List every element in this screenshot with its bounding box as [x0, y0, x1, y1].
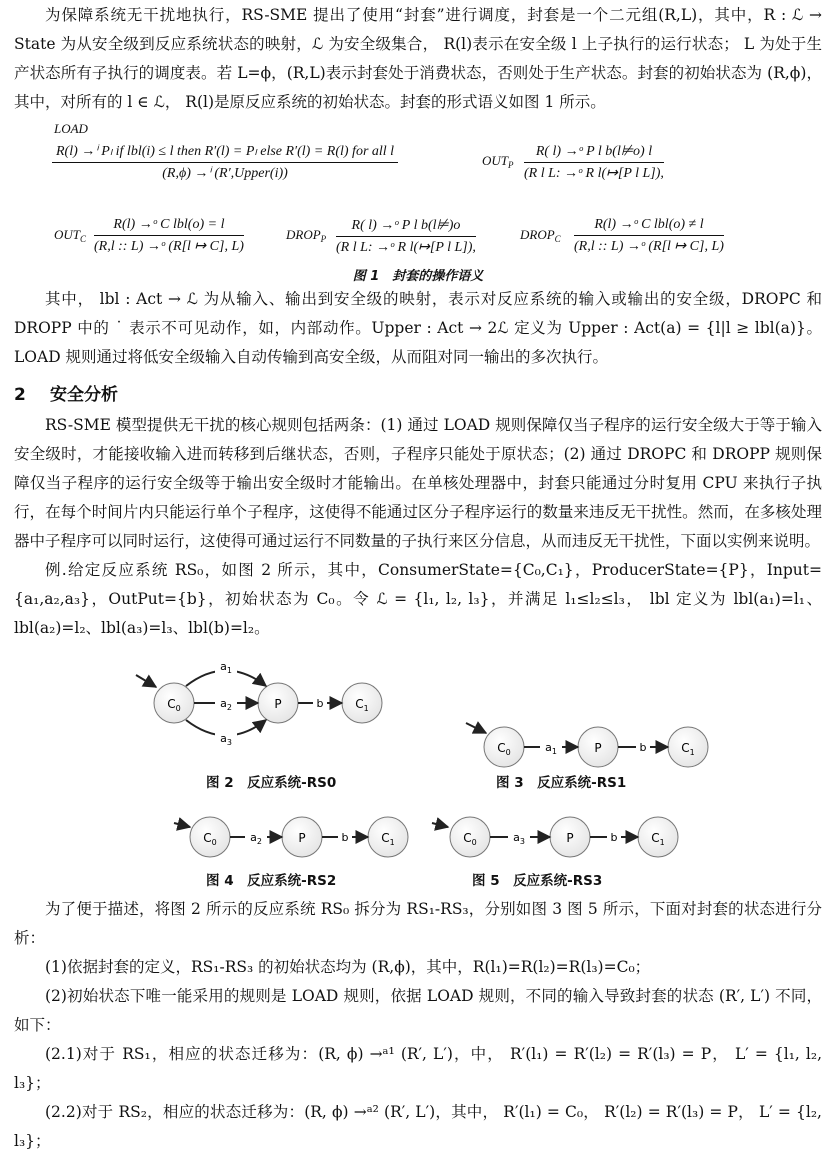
rule-outp-premise: R( l) →ᵒ P l b(l⊭o) l	[524, 143, 664, 163]
figure2-caption: 图 2 反应系统-RS0	[206, 775, 337, 791]
fig5-label-p: P	[566, 831, 574, 845]
fig5-start-arrow	[432, 823, 448, 827]
figure1-rules	[14, 117, 822, 285]
fig5-edge-label-a3: $a_3$	[513, 831, 525, 846]
figure5-diagram	[432, 817, 678, 857]
figure3-caption: 图 3 反应系统-RS1	[496, 775, 627, 791]
fig4-label-c1: $C_1$	[381, 831, 395, 847]
fig2-edge-label-a2: $a_2$	[220, 697, 232, 712]
fig4-edge-label-a2: $a_2$	[250, 831, 262, 846]
fig3-edge-label-a1: $a_1$	[545, 741, 557, 756]
fig3-start-arrow	[466, 723, 486, 733]
rule-load-name: LOAD	[54, 121, 88, 136]
rule-dropp	[336, 217, 476, 256]
rule-dropc-conclusion: (R,l :: L) →ᵒ (R[l ↦ C], L)	[574, 239, 724, 254]
fig2-label-c0: $C_0$	[167, 697, 181, 713]
section-number: 2	[14, 385, 26, 405]
rule-outp-conclusion: (R l L: →ᵒ R l(↦[P l L]),	[524, 166, 664, 181]
figure1-caption: 图 1 封套的操作语义	[352, 269, 484, 284]
fig2-edge-label-a3: $a_3$	[220, 732, 232, 747]
section-heading	[14, 380, 822, 405]
paper-page	[14, 0, 822, 1156]
fig3-label-c1: $C_1$	[681, 741, 695, 757]
fig2-start-arrow	[136, 675, 156, 687]
rule-dropc-name: $DROP_C$	[520, 227, 561, 244]
figure2-diagram	[136, 659, 382, 747]
analysis-intro: 为了便于描述，将图 2 所示的反应系统 RS₀ 拆分为 RS₁-RS₃，分别如图 3 图 5 所示，下面对封套的状态进行分析：	[14, 900, 822, 947]
section-title: 安全分析	[50, 385, 118, 405]
rule-load-premise: R(l) →ⁱ Pₗ if lbl(i) ≤ l then R′(l) = Pₗ else R′(l) = R(l) for all l	[52, 143, 398, 163]
fig4-label-c0: $C_0$	[203, 831, 217, 847]
analysis-item-1: (1)依据封套的定义，RS₁-RS₃ 的初始状态均为 (R,ϕ)，其中，R(l₁)=R(l₂)=R(l₃)=C₀；	[45, 958, 651, 976]
fig2-edge-label-a1: $a_1$	[220, 660, 232, 675]
example-paragraph: 例.给定反应系统 RS₀，如图 2 所示，其中，ConsumerState={C₀,C₁}，ProducerState={P}，Input={a₁,a₂,a₃}，OutPut={b}，初始状态为 C₀。令 ℒ = {l₁, l₂, l₃}，并满足 l₁≤l₂≤l₃， lbl 定义为 lbl(a₁)=l₁、lbl(a₂)=l₂、lbl(a₃)=l₃、lbl(b)=l₂。	[14, 561, 822, 637]
rule-outc-premise: R(l) →ᵒ C lbl(o) = l	[94, 217, 244, 236]
fig2-label-p: P	[274, 697, 282, 711]
figures-area	[14, 643, 822, 895]
fig5-edge-label-b: b	[610, 831, 618, 844]
fig3-label-p: P	[594, 741, 602, 755]
rule-outc-name: $OUT_C$	[54, 227, 87, 244]
analysis-item-2-2: (2.2)对于 RS₂，相应的状态迁移为：(R, ϕ) →ᵃ² (R′, L′)，其中， R′(l₁) = C₀， R′(l₂) = R′(l₃) = P， L′ = {l₂, l₃}；	[14, 1103, 822, 1150]
analysis-item-2-1: (2.1)对于 RS₁，相应的状态迁移为：(R, ϕ) →ᵃ¹ (R′, L′)，中， R′(l₁) = R′(l₂) = R′(l₃) = P， L′ = {l₁, l₂, l₃}；	[14, 1045, 822, 1092]
fig4-start-arrow	[174, 823, 190, 827]
rule-dropp-conclusion: (R l L: →ᵒ R l(↦[P l L]),	[336, 240, 476, 255]
section-paragraph-1: RS-SME 模型提供无干扰的核心规则包括两条：(1) 通过 LOAD 规则保障仅当子程序的运行安全级大于等于输入安全级时，才能接收输入进而转移到后继状态，否则，子程序只能处于原状态；(2) 通过 DROPC 和 DROPP 规则保障仅当子程序的运行安全级等于输出安全级时才能输出。在单核处理器中，封套只能通过分时复用 CPU 来执行子执行，在每个时间片内只能运行单个子程序，这使得不能通过区分子程序运行的数量来违反无干扰性。然而，在多核处理器中子程序可以同时运行，这使得可通过运行不同数量的子执行来区分信息，从而违反无干扰性，下面以实例来说明。	[14, 416, 822, 550]
rule-outp	[524, 143, 664, 182]
rule-load-conclusion: (R,ϕ) →ⁱ (R′,Upper(i))	[162, 166, 288, 181]
intro-paragraph: 为保障系统无干扰地执行，RS-SME 提出了使用“封套”进行调度，封套是一个二元组(R,L)，其中，R : ℒ → State 为从安全级到反应系统状态的映射，ℒ 为安全级集合， R(l)表示在安全级 l 上子执行的运行状态； L 为处于生产状态所有子执行的调度表。若 L=ϕ，(R,L)表示封套处于消费状态，否则处于生产状态。封套的初始状态为 (R,ϕ)，其中，对所有的 l ∈ ℒ， R(l)是原反应系统的初始状态。封套的形式语义如图 1 所示。	[14, 6, 822, 111]
fig3-label-c0: $C_0$	[497, 741, 511, 757]
fig5-label-c1: $C_1$	[651, 831, 665, 847]
fig2-label-c1: $C_1$	[355, 697, 369, 713]
rule-dropc	[574, 217, 724, 255]
rule-dropp-premise: R( l) →ᵒ P l b(l⊭)o	[336, 217, 476, 237]
fig4-edge-label-b: b	[341, 831, 349, 844]
rule-outp-name: $OUT_P$	[482, 153, 514, 170]
fig3-edge-label-b: b	[639, 741, 647, 754]
rule-dropp-name: $DROP_P$	[286, 227, 327, 244]
analysis-item-2: (2)初始状态下唯一能采用的规则是 LOAD 规则，依据 LOAD 规则，不同的输入导致封套的状态 (R′, L′) 不同，如下：	[14, 987, 822, 1034]
figure5-caption: 图 5 反应系统-RS3	[472, 873, 603, 889]
rule-dropc-premise: R(l) →ᵒ C lbl(o) ≠ l	[574, 217, 724, 236]
figure3-diagram	[466, 723, 708, 767]
fig2-edge-label-b: b	[316, 697, 324, 710]
after-figure1-paragraph: 其中， lbl : Act → ℒ 为从输入、输出到安全级的映射，表示对反应系统的输入或输出的安全级，DROPC 和 DROPP 中的 ˙ 表示不可见动作，如，内部动作。Upper : Act → 2ℒ 定义为 Upper : Act(a) = {l|l ≥ lbl(a)}。LOAD 规则通过将低安全级输入自动传输到高安全级，从而阻对同一输出的多次执行。	[14, 290, 822, 366]
fig4-label-p: P	[298, 831, 306, 845]
figure4-diagram	[174, 817, 408, 857]
rule-outc-conclusion: (R,l :: L) →ᵒ (R[l ↦ C], L)	[94, 239, 244, 254]
figure4-caption: 图 4 反应系统-RS2	[206, 873, 337, 889]
rule-outc	[94, 217, 244, 255]
state-diagrams	[14, 643, 822, 895]
rule-load	[52, 143, 398, 182]
fig5-label-c0: $C_0$	[463, 831, 477, 847]
